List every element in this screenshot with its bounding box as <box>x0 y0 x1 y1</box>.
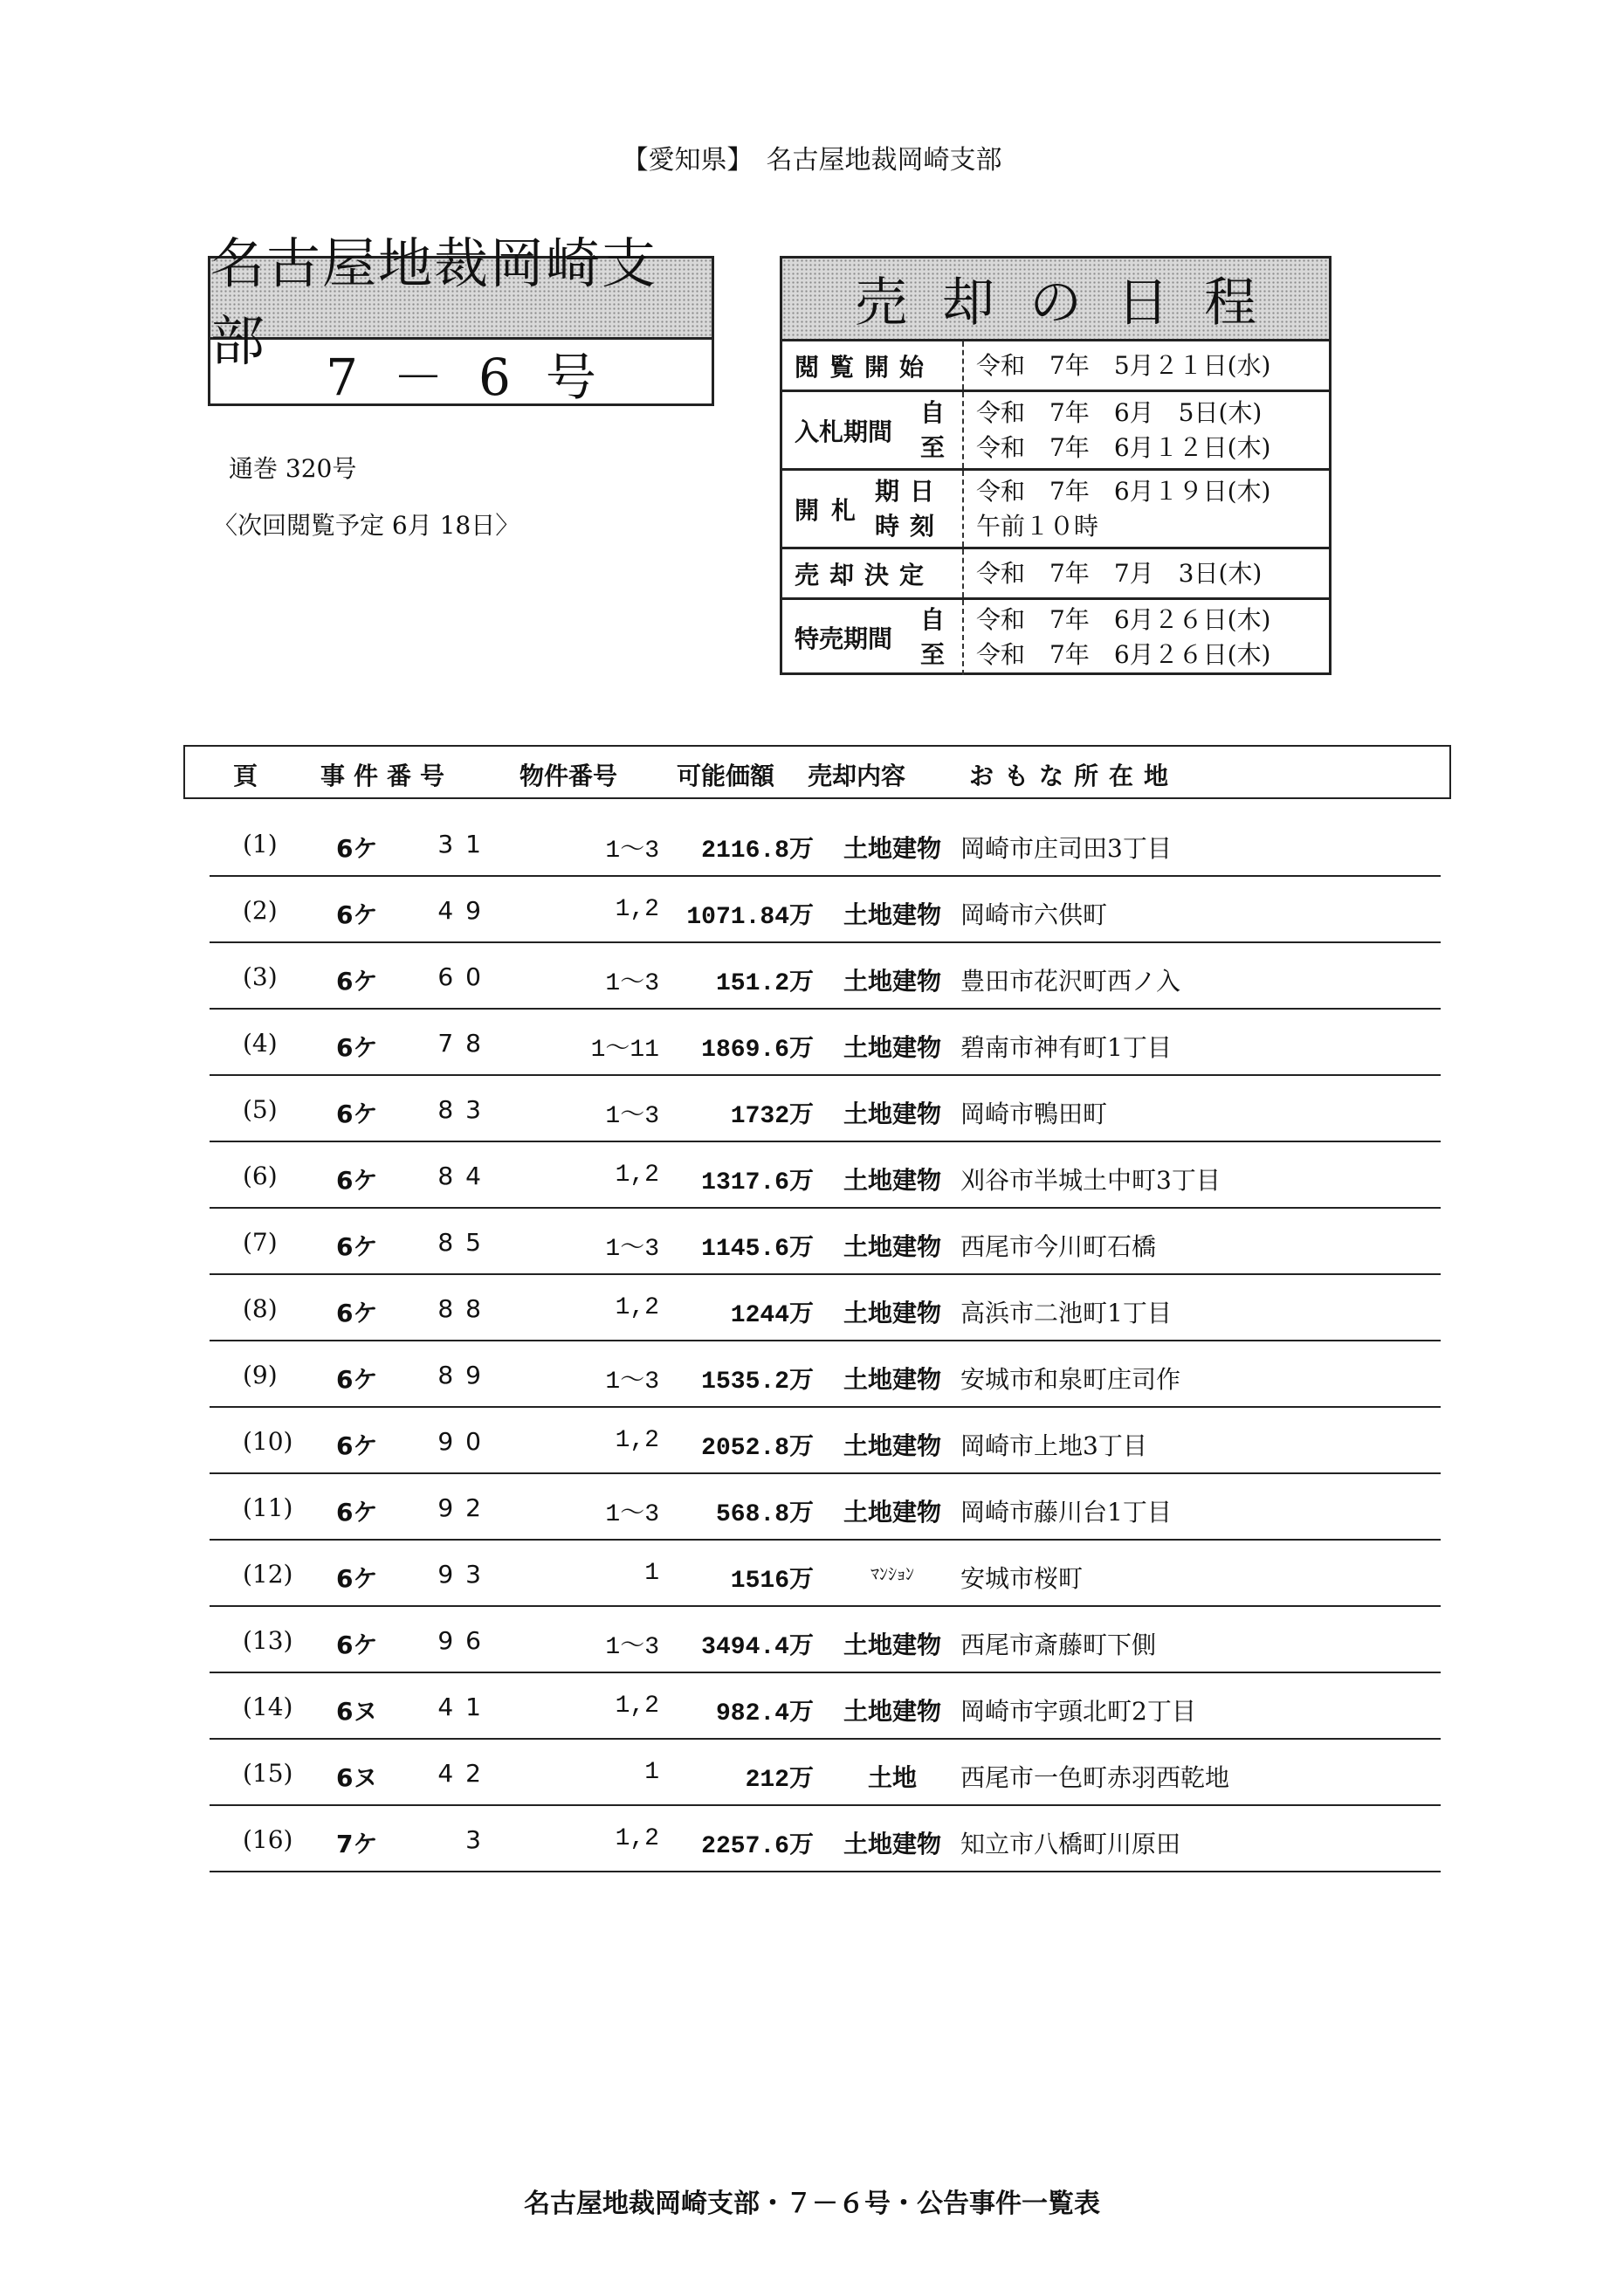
header-price: 可能価額 <box>677 762 775 790</box>
row-sale-type: 土地建物 <box>843 1697 941 1726</box>
row-case-type: 6ケ <box>336 1365 378 1394</box>
row-sale-type: 土地建物 <box>843 967 941 996</box>
bid-to-label: 至 <box>919 432 945 462</box>
row-item-number: 1,2 <box>615 1162 659 1189</box>
table-row <box>210 1806 1441 1872</box>
row-case-number: 93 <box>437 1560 493 1589</box>
schedule-row-opening <box>782 471 1329 549</box>
row-case-type: 6ケ <box>336 1033 378 1062</box>
table-row <box>210 1607 1441 1673</box>
row-price: 2052.8万 <box>701 1435 814 1462</box>
row-page: (6) <box>243 1162 278 1190</box>
row-sale-type: 土地建物 <box>843 1498 941 1527</box>
row-sale-type: 土地建物 <box>843 1431 941 1460</box>
row-location: 岡崎市宇頭北町2丁目 <box>960 1697 1196 1726</box>
row-page: (4) <box>243 1029 278 1058</box>
row-price: 212万 <box>745 1767 814 1794</box>
row-page: (3) <box>243 962 278 991</box>
row-item-number: 1～3 <box>605 1236 659 1263</box>
header-case-number: 事件番号 <box>320 762 454 790</box>
row-case-number: 3 <box>465 1825 493 1854</box>
footer-title: 名古屋地裁岡崎支部・７－６号・公告事件一覧表 <box>524 2189 1100 2219</box>
row-sale-type: 土地建物 <box>843 1100 941 1128</box>
row-location: 岡崎市藤川台1丁目 <box>960 1498 1172 1527</box>
table-row <box>210 1010 1441 1076</box>
opening-time: 午前１０時 <box>976 511 1099 541</box>
row-page: (10) <box>243 1427 293 1456</box>
row-price: 1535.2万 <box>701 1369 814 1396</box>
row-case-type: 6ヌ <box>336 1763 378 1792</box>
row-sale-type: 土地建物 <box>843 1830 941 1858</box>
row-item-number: 1～3 <box>605 1501 659 1528</box>
row-location: 岡崎市上地3丁目 <box>960 1431 1147 1460</box>
table-row <box>210 1474 1441 1541</box>
next-viewing-date: 〈次回閲覧予定 6月 18日〉 <box>213 511 520 540</box>
row-sale-type: 土地建物 <box>843 1299 941 1327</box>
prefecture-header: 【愛知県】 名古屋地裁岡崎支部 <box>622 145 1002 176</box>
row-sale-type: 土地建物 <box>843 1166 941 1195</box>
row-case-type: 6ケ <box>336 1431 378 1460</box>
row-price: 151.2万 <box>715 970 814 997</box>
row-item-number: 1,2 <box>615 896 659 923</box>
special-from-date: 令和 7年 6月２６日(木) <box>976 605 1271 634</box>
table-row <box>210 1673 1441 1740</box>
row-location: 知立市八橋町川原田 <box>960 1830 1181 1858</box>
row-item-number: 1～3 <box>605 838 659 865</box>
row-location: 西尾市一色町赤羽西乾地 <box>960 1763 1230 1792</box>
row-location: 刈谷市半城土中町3丁目 <box>960 1166 1221 1195</box>
row-location: 高浜市二池町1丁目 <box>960 1299 1172 1327</box>
row-page: (7) <box>243 1228 278 1257</box>
row-location: 岡崎市庄司田3丁目 <box>960 834 1172 863</box>
schedule-row-viewing <box>782 341 1329 392</box>
row-price: 1244万 <box>730 1302 814 1329</box>
row-price: 3494.4万 <box>701 1634 814 1661</box>
row-case-number: 41 <box>437 1693 493 1721</box>
header-sale-type: 売却内容 <box>808 762 906 790</box>
row-item-number: 1,2 <box>615 1825 659 1852</box>
row-page: (13) <box>243 1626 293 1655</box>
row-item-number: 1,2 <box>615 1693 659 1720</box>
row-case-type: 6ケ <box>336 967 378 996</box>
table-row <box>210 943 1441 1010</box>
table-row <box>210 1541 1441 1607</box>
row-page: (8) <box>243 1294 278 1323</box>
court-name: 名古屋地裁岡崎支部 <box>210 259 712 340</box>
row-case-number: 42 <box>437 1759 493 1788</box>
row-case-type: 7ケ <box>336 1830 378 1858</box>
table-row <box>210 1142 1441 1209</box>
schedule-title: 売却の日程 <box>782 259 1329 341</box>
row-sale-type: 土地 <box>867 1763 917 1792</box>
row-case-type: 6ケ <box>336 1498 378 1527</box>
special-period-label: 特売期間 <box>795 624 893 653</box>
table-row <box>210 1275 1441 1341</box>
row-case-type: 6ケ <box>336 900 378 929</box>
table-row <box>210 1076 1441 1142</box>
row-sale-type: 土地建物 <box>843 900 941 929</box>
row-item-number: 1～3 <box>605 1634 659 1661</box>
row-case-number: 84 <box>437 1162 493 1190</box>
row-location: 碧南市神有町1丁目 <box>960 1033 1172 1062</box>
row-case-type: 6ケ <box>336 1166 378 1195</box>
table-row <box>210 810 1441 877</box>
row-page: (15) <box>243 1759 293 1788</box>
row-page: (5) <box>243 1095 278 1124</box>
opening-time-label: 時刻 <box>874 511 945 541</box>
row-price: 568.8万 <box>715 1501 814 1528</box>
row-item-number: 1,2 <box>615 1427 659 1454</box>
row-sale-type: 土地建物 <box>843 834 941 863</box>
bid-from-label: 自 <box>919 397 945 427</box>
volume-number: 通巻 320号 <box>229 454 357 483</box>
row-case-type: 6ヌ <box>336 1697 378 1726</box>
row-case-number: 49 <box>437 896 493 925</box>
row-item-number: 1 <box>644 1759 659 1786</box>
row-case-number: 92 <box>437 1493 493 1522</box>
row-case-number: 60 <box>437 962 493 991</box>
row-sale-type: 土地建物 <box>843 1365 941 1394</box>
row-page: (2) <box>243 896 278 925</box>
opening-date: 令和 7年 6月１９日(木) <box>976 476 1271 506</box>
row-case-number: 83 <box>437 1095 493 1124</box>
row-sale-type: ﾏﾝｼｮﾝ <box>870 1563 914 1584</box>
sale-schedule-box <box>780 256 1332 675</box>
row-page: (11) <box>243 1493 293 1522</box>
row-location: 安城市桜町 <box>960 1564 1084 1593</box>
decision-date: 令和 7年 7月 3日(木) <box>976 558 1263 588</box>
row-price: 1869.6万 <box>701 1037 814 1064</box>
table-row <box>210 1341 1441 1408</box>
row-location: 岡崎市鴨田町 <box>960 1100 1108 1128</box>
row-price: 982.4万 <box>715 1700 814 1727</box>
table-row <box>210 1408 1441 1474</box>
row-page: (1) <box>243 830 278 858</box>
opening-label: 開札 <box>795 495 869 525</box>
row-sale-type: 土地建物 <box>843 1631 941 1659</box>
viewing-date: 令和 7年 5月２１日(水) <box>976 350 1271 380</box>
row-price: 2257.6万 <box>701 1833 814 1860</box>
row-case-number: 85 <box>437 1228 493 1257</box>
row-item-number: 1～3 <box>605 970 659 997</box>
special-to-date: 令和 7年 6月２６日(木) <box>976 640 1271 669</box>
row-location: 安城市和泉町庄司作 <box>960 1365 1181 1394</box>
special-from-label: 自 <box>919 605 945 634</box>
row-page: (14) <box>243 1693 293 1721</box>
row-price: 1145.6万 <box>701 1236 814 1263</box>
row-item-number: 1～3 <box>605 1103 659 1130</box>
row-case-type: 6ケ <box>336 834 378 863</box>
row-case-type: 6ケ <box>336 1232 378 1261</box>
row-item-number: 1 <box>644 1560 659 1587</box>
viewing-label: 閲覧開始 <box>795 352 935 382</box>
row-price: 1732万 <box>730 1103 814 1130</box>
case-table-body <box>210 810 1441 1872</box>
row-price: 2116.8万 <box>701 838 814 865</box>
header-page: 頁 <box>233 762 258 790</box>
row-page: (12) <box>243 1560 293 1589</box>
case-table-header <box>183 745 1451 799</box>
bid-to-date: 令和 7年 6月１２日(木) <box>976 432 1271 462</box>
schedule-row-decision <box>782 549 1329 600</box>
row-location: 西尾市今川町石橋 <box>960 1232 1157 1261</box>
row-case-number: 89 <box>437 1361 493 1389</box>
row-case-number: 78 <box>437 1029 493 1058</box>
row-case-number: 31 <box>437 830 493 858</box>
row-case-number: 90 <box>437 1427 493 1456</box>
row-item-number: 1,2 <box>615 1294 659 1321</box>
bid-from-date: 令和 7年 6月 5日(木) <box>976 397 1263 427</box>
title-box <box>208 231 714 407</box>
row-case-number: 88 <box>437 1294 493 1323</box>
decision-label: 売却決定 <box>795 560 935 589</box>
header-location: おもな所在地 <box>969 762 1180 790</box>
row-item-number: 1～3 <box>605 1369 659 1396</box>
row-case-type: 6ケ <box>336 1100 378 1128</box>
row-case-type: 6ケ <box>336 1299 378 1327</box>
header-item-number: 物件番号 <box>520 762 618 790</box>
schedule-row-special <box>782 600 1329 675</box>
row-case-type: 6ケ <box>336 1631 378 1659</box>
special-to-label: 至 <box>919 640 945 669</box>
row-location: 西尾市斎藤町下側 <box>960 1631 1157 1659</box>
row-item-number: 1～11 <box>590 1037 659 1064</box>
opening-date-label: 期日 <box>874 476 945 506</box>
issue-number: 7－6号 <box>326 348 631 407</box>
row-page: (9) <box>243 1361 278 1389</box>
row-case-type: 6ケ <box>336 1564 378 1593</box>
row-sale-type: 土地建物 <box>843 1033 941 1062</box>
table-row <box>210 877 1441 943</box>
row-location: 岡崎市六供町 <box>960 900 1108 929</box>
bid-period-label: 入札期間 <box>795 417 893 446</box>
row-page: (16) <box>243 1825 293 1854</box>
table-row <box>210 1740 1441 1806</box>
row-location: 豊田市花沢町西ノ入 <box>960 967 1181 996</box>
row-price: 1516万 <box>730 1568 814 1595</box>
row-price: 1071.84万 <box>686 904 814 931</box>
table-row <box>210 1209 1441 1275</box>
row-sale-type: 土地建物 <box>843 1232 941 1261</box>
row-case-number: 96 <box>437 1626 493 1655</box>
row-price: 1317.6万 <box>701 1169 814 1196</box>
schedule-row-bidding <box>782 392 1329 471</box>
